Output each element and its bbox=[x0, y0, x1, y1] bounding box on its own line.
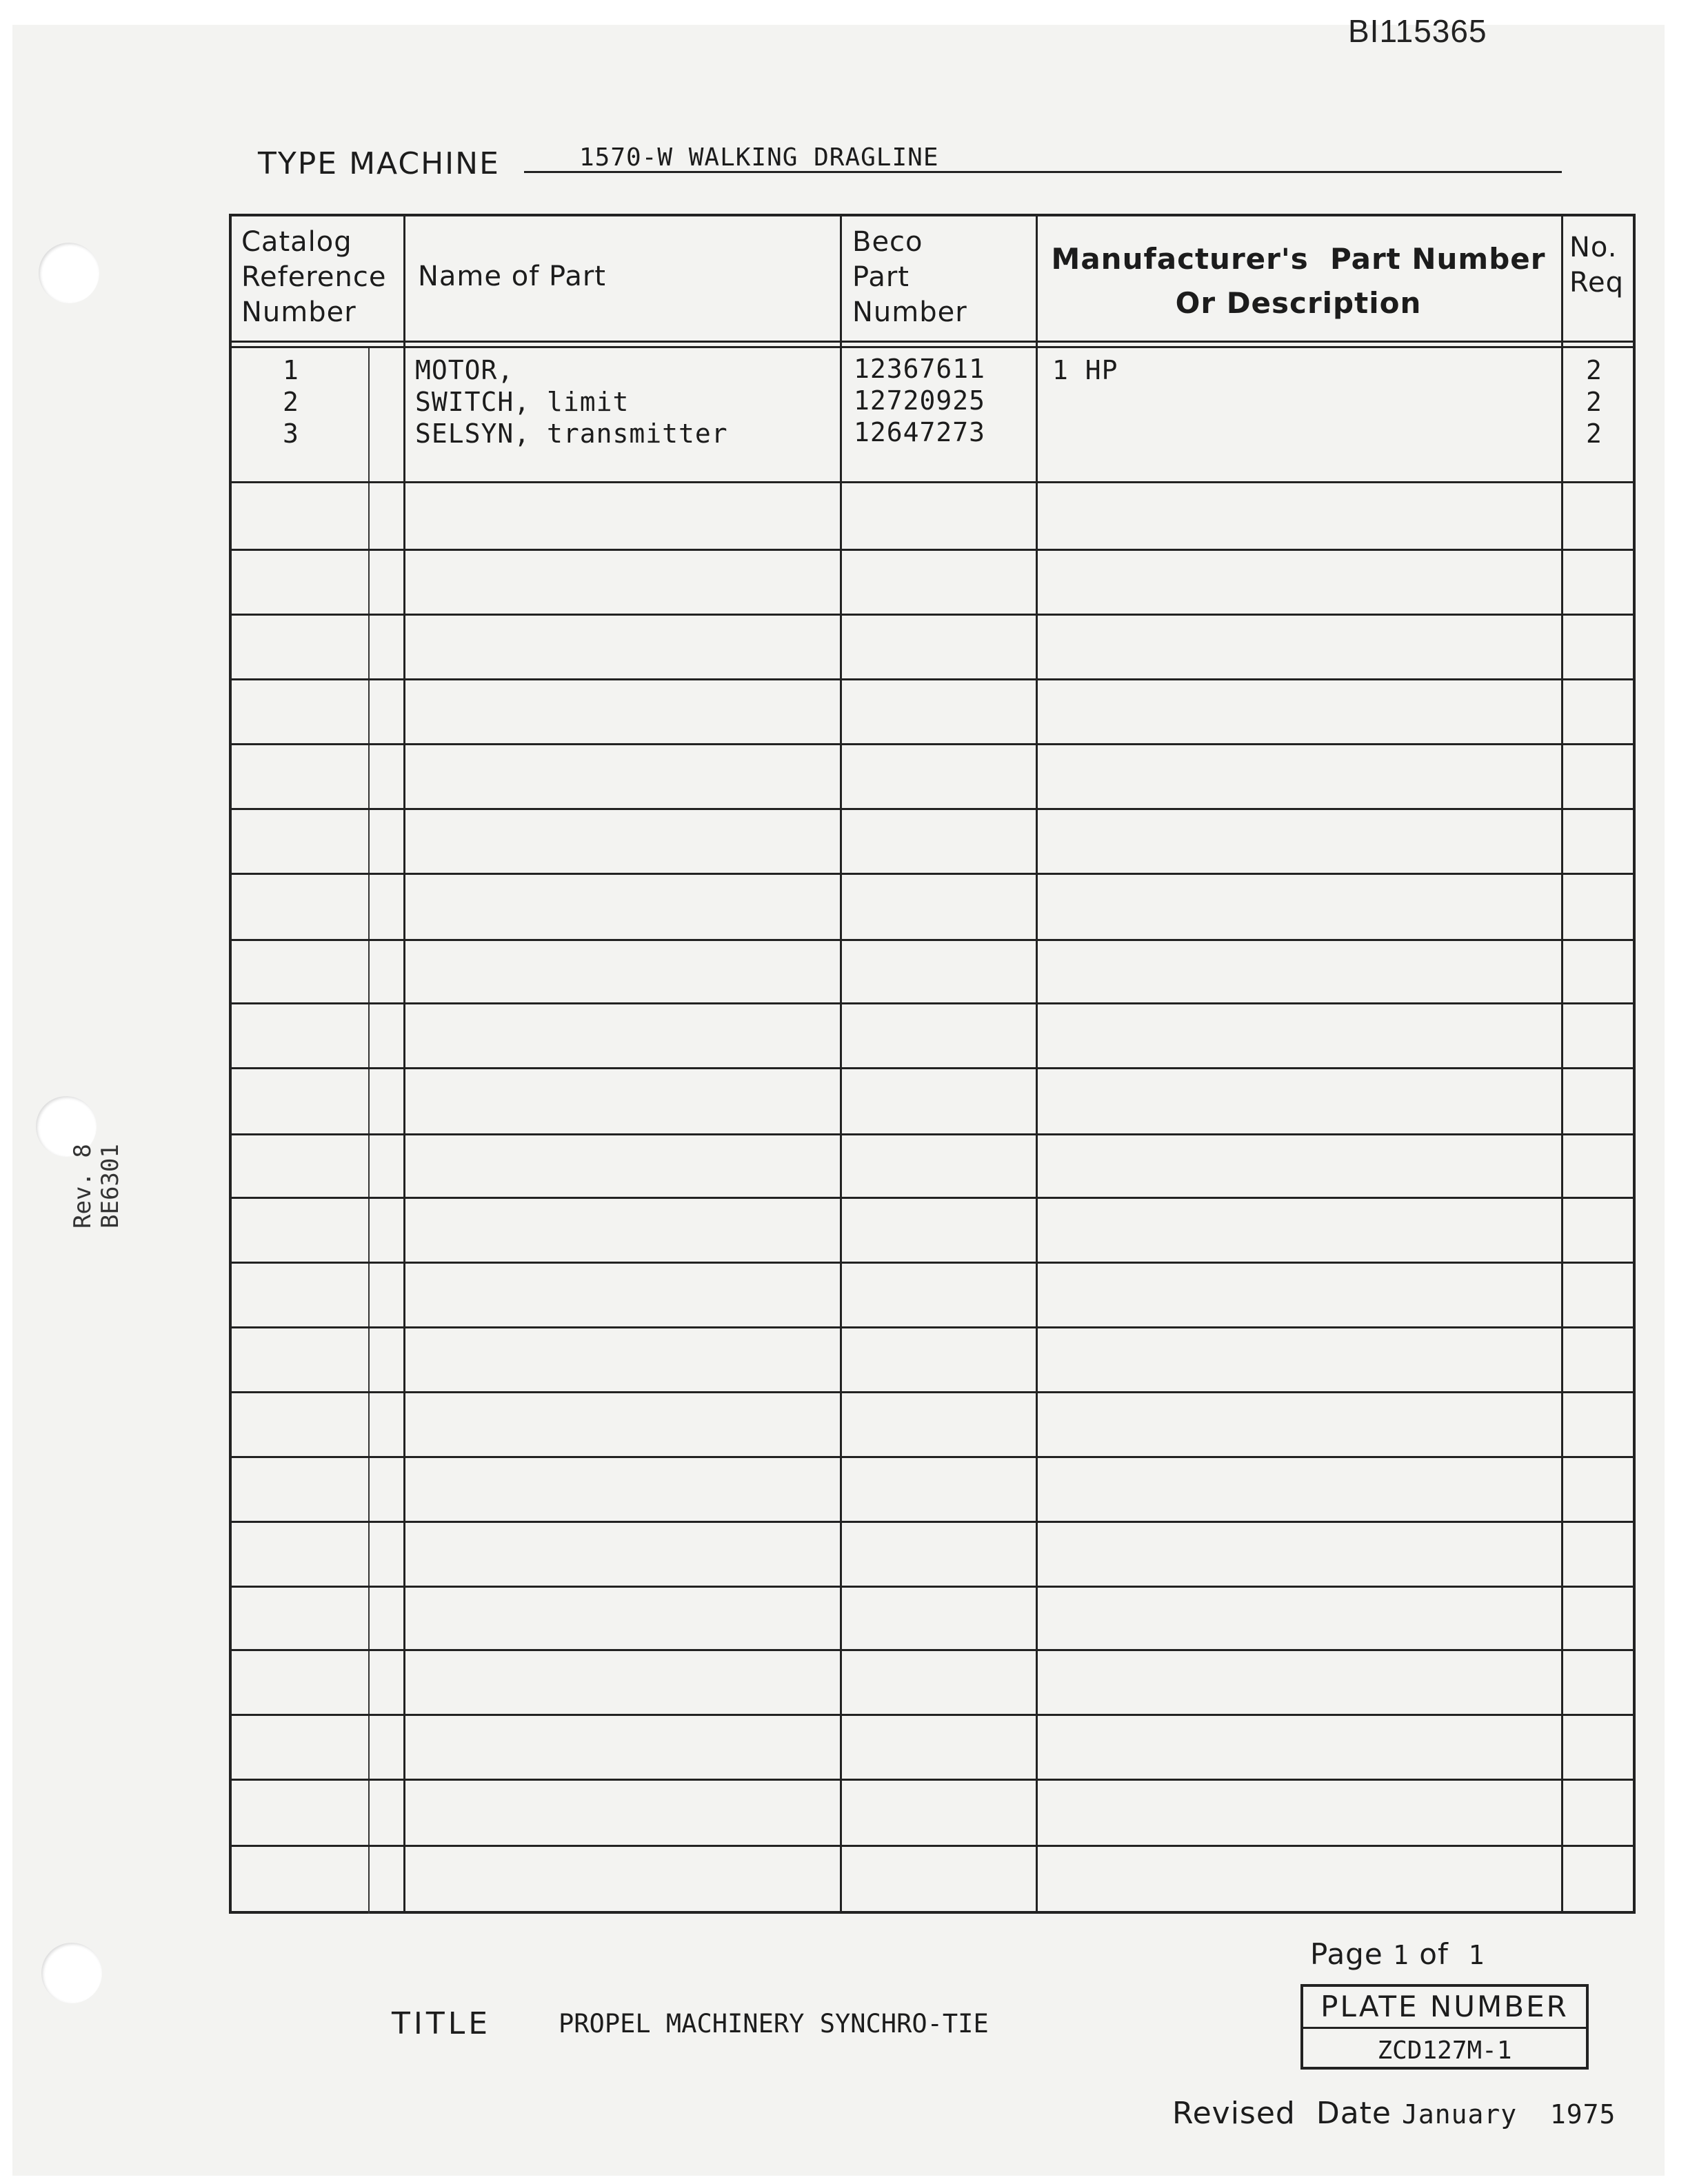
row-divider bbox=[229, 1779, 1636, 1781]
table-cell-qty: 2 bbox=[1586, 355, 1602, 385]
row-divider bbox=[229, 1197, 1636, 1199]
title-value: PROPEL MACHINERY SYNCHRO-TIE bbox=[559, 2009, 989, 2039]
column-divider bbox=[1561, 214, 1563, 1914]
binder-hole bbox=[41, 1943, 102, 2003]
header-rule bbox=[229, 341, 1636, 343]
plate-number-value: ZCD127M-1 bbox=[1377, 2036, 1512, 2065]
table-cell-qty: 2 bbox=[1586, 387, 1602, 417]
table-cell-ref: 1 bbox=[283, 355, 299, 385]
type-machine-value: 1570-W WALKING DRAGLINE bbox=[579, 143, 939, 172]
row-divider bbox=[229, 1262, 1636, 1264]
header-manufacturer-description: Manufacturer's Part Number Or Description bbox=[1051, 242, 1546, 320]
row-divider bbox=[229, 873, 1636, 875]
type-machine-label: TYPE MACHINE bbox=[258, 146, 500, 181]
row-divider bbox=[229, 1714, 1636, 1716]
row-divider bbox=[229, 939, 1636, 941]
row-divider bbox=[229, 1456, 1636, 1458]
header-beco-part-number: Beco Part Number bbox=[852, 226, 967, 328]
table-cell-beco: 12647273 bbox=[854, 417, 986, 447]
table-cell-name: SWITCH, limit bbox=[415, 387, 630, 417]
column-divider bbox=[840, 214, 842, 1914]
title-label: TITLE bbox=[392, 2006, 492, 2041]
row-divider bbox=[229, 678, 1636, 680]
table-cell-qty: 2 bbox=[1586, 418, 1602, 449]
header-rule bbox=[229, 346, 1636, 348]
header-catalog-reference: Catalog Reference Number bbox=[241, 226, 387, 328]
header-name-of-part: Name of Part bbox=[418, 261, 606, 292]
column-divider bbox=[403, 214, 405, 1914]
row-divider bbox=[229, 1067, 1636, 1069]
table-cell-ref: 2 bbox=[283, 387, 299, 417]
table-cell-name: SELSYN, transmitter bbox=[415, 418, 728, 449]
row-divider bbox=[229, 743, 1636, 745]
table-cell-beco: 12367611 bbox=[854, 354, 986, 384]
plate-number-divider bbox=[1300, 2027, 1589, 2029]
row-divider bbox=[229, 1845, 1636, 1847]
revised-date-value: January 1975 bbox=[1402, 2099, 1616, 2130]
row-divider bbox=[229, 1326, 1636, 1328]
type-machine-underline bbox=[524, 171, 1562, 173]
header-no-req: No. Req bbox=[1569, 232, 1624, 299]
row-divider bbox=[229, 614, 1636, 616]
row-divider bbox=[229, 481, 1636, 483]
row-divider bbox=[229, 1586, 1636, 1588]
revised-date bbox=[1172, 2096, 1616, 2131]
table-cell-ref: 3 bbox=[283, 418, 299, 449]
revised-date-label: Revised Date bbox=[1172, 2096, 1391, 2131]
row-divider bbox=[229, 549, 1636, 551]
row-divider bbox=[229, 1649, 1636, 1651]
row-divider bbox=[229, 808, 1636, 810]
binder-hole bbox=[39, 243, 99, 303]
table-cell-name: MOTOR, bbox=[415, 355, 514, 385]
row-divider bbox=[229, 1133, 1636, 1135]
row-divider bbox=[229, 1521, 1636, 1523]
table-cell-description: 1 HP bbox=[1052, 355, 1118, 385]
row-divider bbox=[229, 1002, 1636, 1004]
table-cell-beco: 12720925 bbox=[854, 385, 986, 416]
margin-revision-note: Rev. 8 BE6301 bbox=[69, 1144, 124, 1228]
column-divider bbox=[368, 347, 370, 1914]
document-id: BI115365 bbox=[1348, 13, 1487, 49]
parts-table bbox=[229, 214, 1636, 1914]
page-indicator: Page 1 of 1 bbox=[1310, 1937, 1485, 1971]
row-divider bbox=[229, 1391, 1636, 1393]
column-divider bbox=[1036, 214, 1038, 1914]
plate-number-label: PLATE NUMBER bbox=[1320, 1990, 1569, 2023]
